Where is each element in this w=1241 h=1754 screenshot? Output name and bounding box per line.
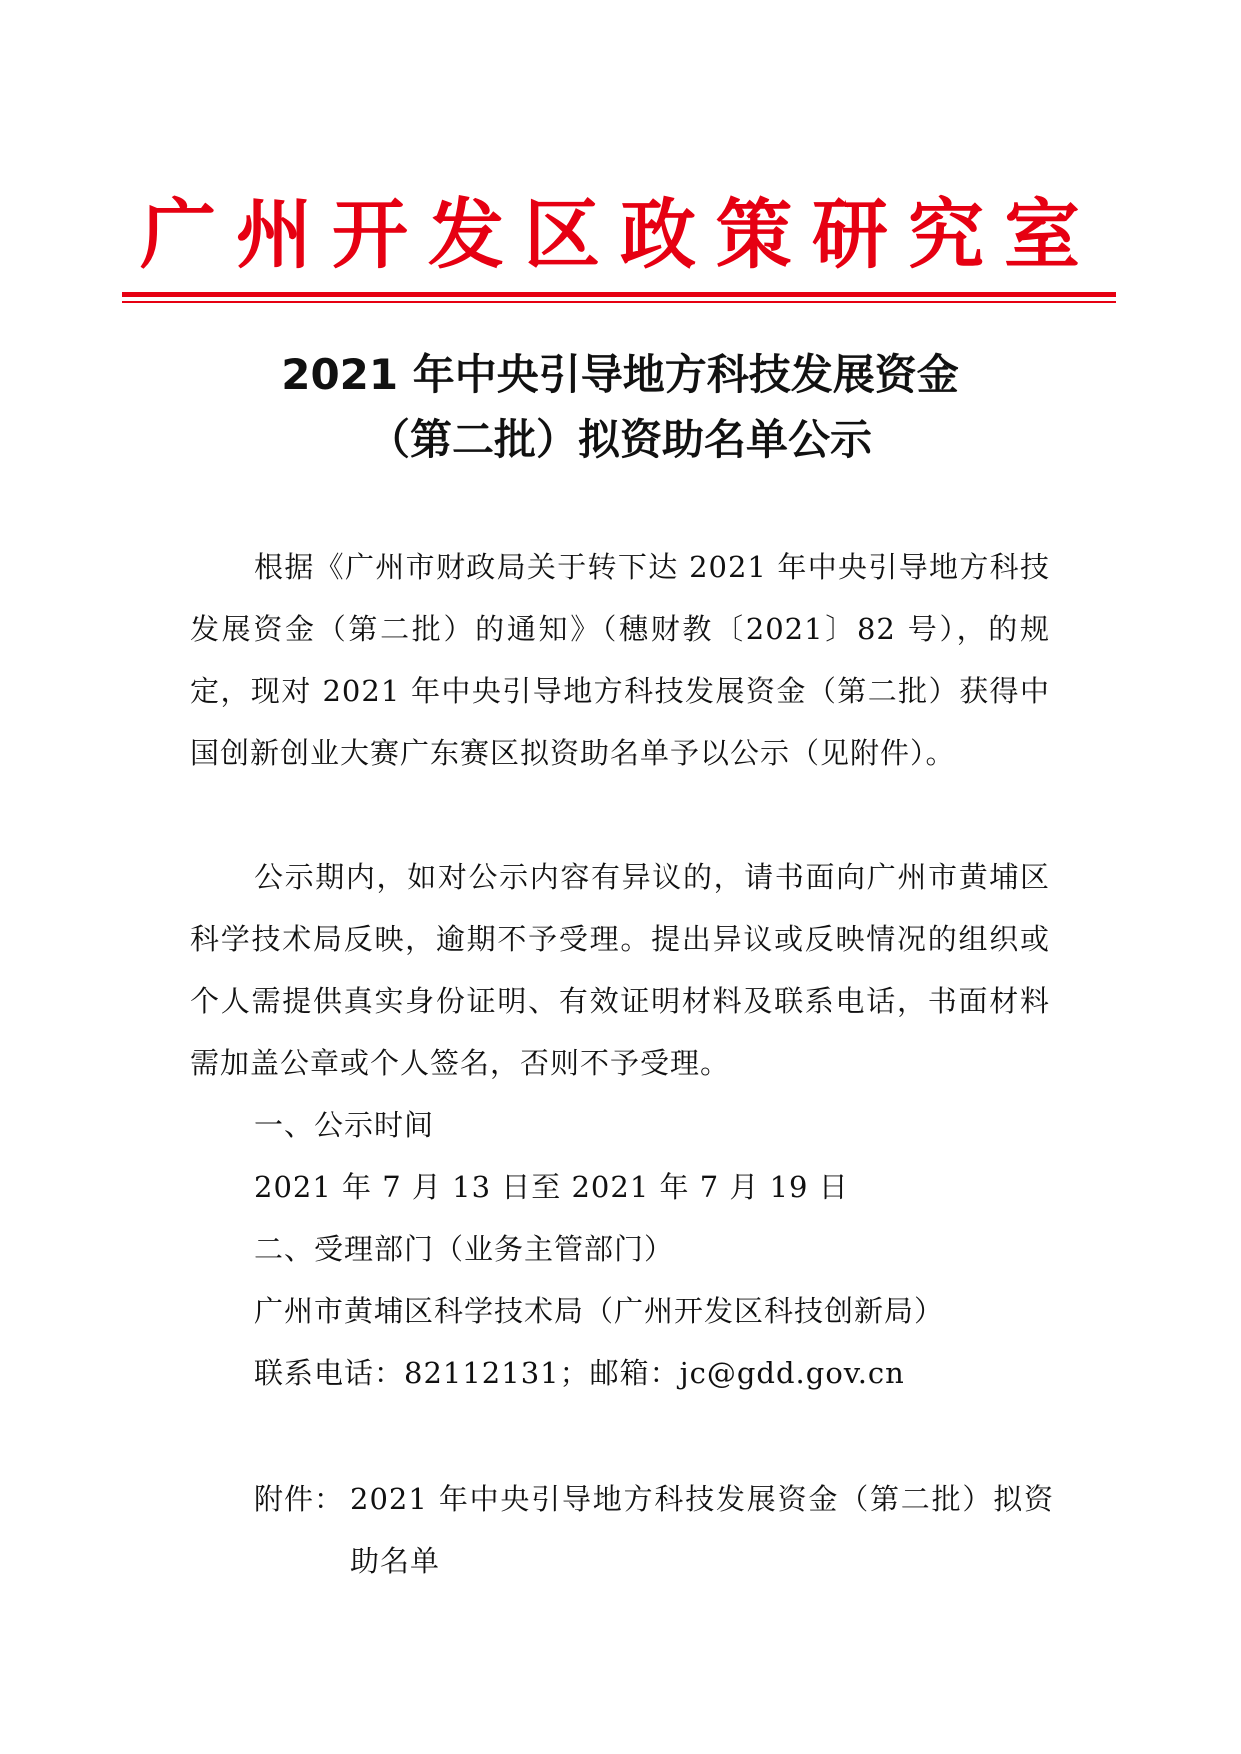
document-title-line1: 2021 年中央引导地方科技发展资金 (281, 350, 959, 399)
attachment-text: 2021 年中央引导地方科技发展资金（第二批）拟资助名单 (350, 1482, 1054, 1578)
publicity-period: 2021 年 7 月 13 日至 2021 年 7 月 19 日 (254, 1170, 849, 1204)
section-heading-department: 二、受理部门（业务主管部门） (254, 1232, 675, 1266)
attachment-label: 附件： (254, 1482, 345, 1516)
department-name: 广州市黄埔区科学技术局（广州开发区科技创新局） (254, 1294, 945, 1328)
contact-info: 联系电话：82112131；邮箱：jc@gdd.gov.cn (254, 1356, 905, 1390)
masthead-rule-thin (122, 301, 1116, 303)
body-paragraph-2: 公示期内，如对公示内容有异议的，请书面向广州市黄埔区科学技术局反映，逾期不予受理。提出异议或反映情况的组织或个人需提供真实身份证明、有效证明材料及联系电话，书面材料需加盖公章或个人签名，否则不予受理。 (190, 860, 1050, 1080)
body-paragraph-1: 根据《广州市财政局关于转下达 2021 年中央引导地方科技发展资金（第二批）的通知》（穗财教〔2021〕82 号），的规定，现对 2021 年中央引导地方科技发展资金（第二批）获得中国创新创业大赛广东赛区拟资助名单予以公示（见附件）。 (190, 550, 1050, 770)
attachment-note (254, 1468, 1054, 1592)
section-heading-publicity-time: 一、公示时间 (254, 1108, 435, 1142)
document-title-line2: （第二批）拟资助名单公示 (367, 415, 872, 464)
masthead-org-name: 广州开发区政策研究室 (140, 190, 1100, 279)
masthead-rule-thick (122, 292, 1116, 297)
